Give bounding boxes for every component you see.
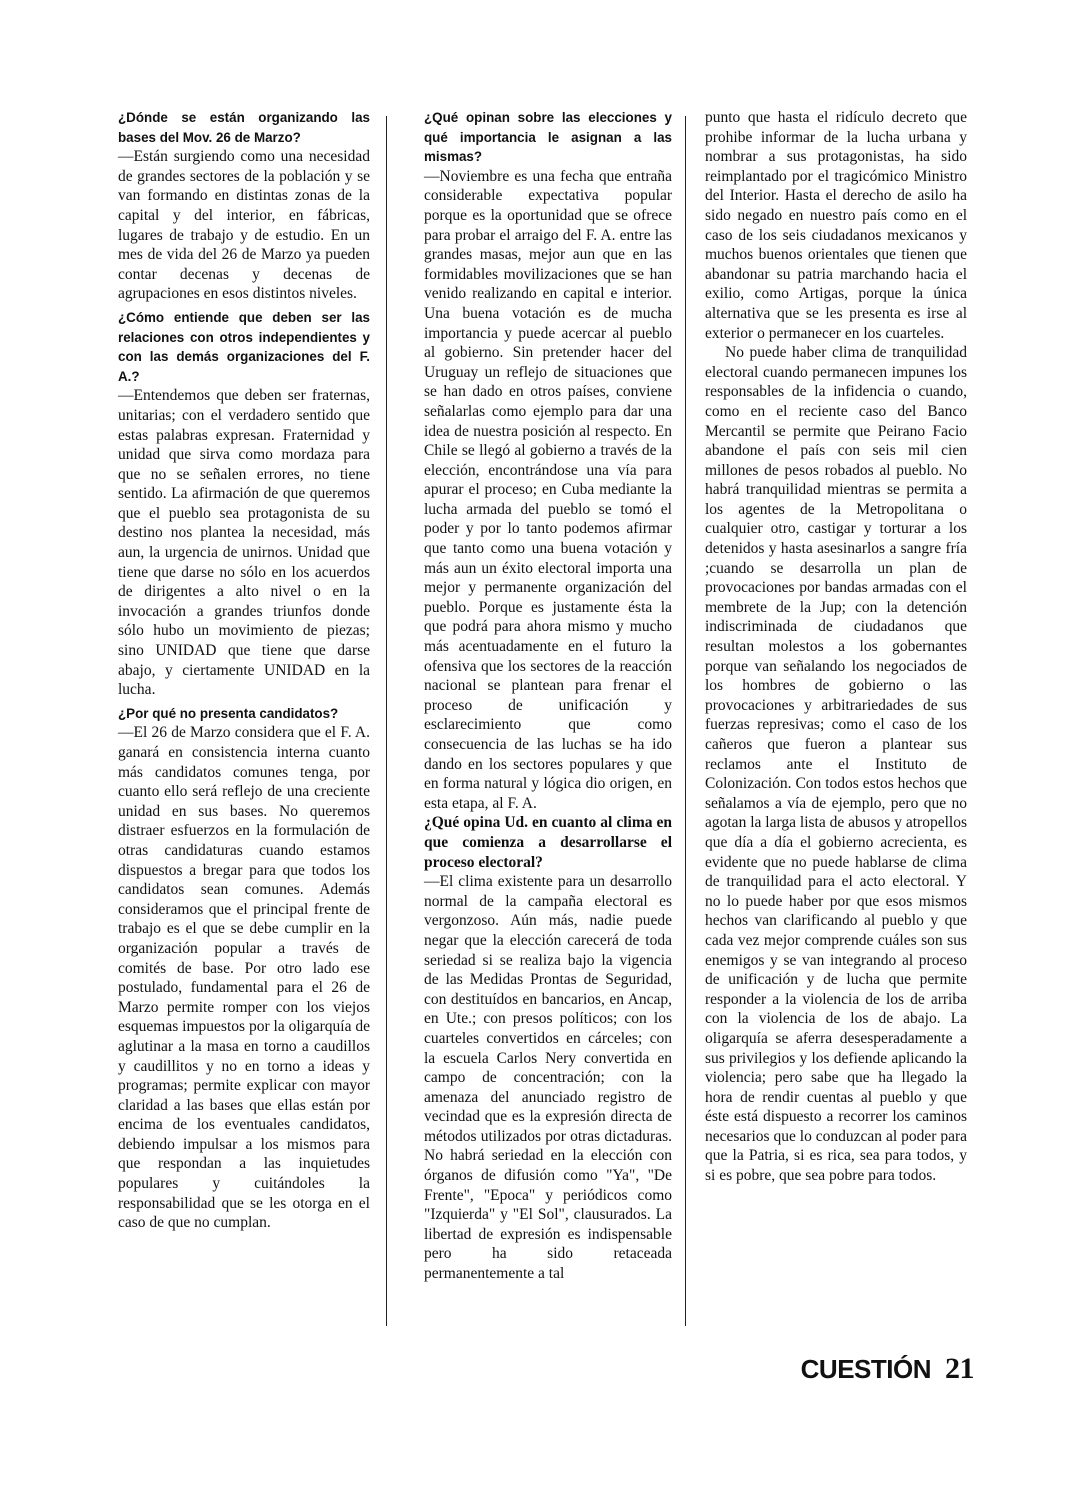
page-footer bbox=[801, 1352, 974, 1386]
answer-paragraph: —El clima existente para un desarrollo normal de la campaña electoral es vergonzoso. Aún más, nadie puede negar que la elección carecerá de toda seriedad si se realiza bajo la vigencia de las Medidas Prontas de Seguridad, con destituídos en bancarios, en Ancap, en Ute.; con presos políticos; con los cuarteles convertidos en cárceles; con la escuela Carlos Nery convertida en campo de concentración; con la amenaza del anunciado registro de vecindad que es la expresión directa de métodos utilizados por otras dictaduras. No habrá seriedad en la elección con órganos de difusión como "Ya", "De Frente", "Epoca" y periódicos como "Izquierda" y "El Sol", clausurados. La libertad de expresión es indispensable pero ha sido retaceada permanentemente a tal bbox=[424, 873, 672, 1283]
answer-paragraph: —Están surgiendo como una necesidad de grandes sectores de la población y se van formando en distintas zonas de la capital y del interior, en fábricas, lugares de trabajo y de estudio. En un mes de vida del 26 de Marzo ya pueden contar decenas y decenas de agrupaciones en esos distintos niveles. bbox=[118, 148, 370, 303]
answer-paragraph: punto que hasta el ridículo decreto que prohibe informar de la lucha urbana y nombrar a sus protagonistas, ha sido reimplantado por el tragicómico Ministro del Interior. Hasta el derecho de asilo ha sido negado en nuestro país como en el caso de los seis ciudadanos mexicanos y muchos buenos orientales que tienen que abandonar su patria marchando hacia el exilio, como Artigas, porque la única alternativa que se les presenta es irse al exterior o permanecer en los cuarteles. bbox=[705, 109, 967, 342]
magazine-name: CUESTIÓN bbox=[800, 1354, 931, 1384]
column-divider bbox=[386, 116, 387, 1326]
answer-paragraph: —Noviembre es una fecha que entraña considerable expectativa popular porque es la oportunidad que se ofrece para probar el arraigo del F. A. entre las grandes masas, mejor aun que en las formidables movilizaciones que se han venido realizando en capital e interior. Una buena votación es de mucha importancia y puede acercar al pueblo al gobierno. Sin pretender hacer del Uruguay un reflejo de situaciones que se han dado en otros países, conviene señalarlas como ejemplo para dar una idea de nuestra posición al respecto. En Chile se llegó al gobierno a través de la elección, encontrándose una vía para apurar el proceso; en Cuba mediante la lucha armada del pueblo se tomó el poder y por lo tanto podemos afirmar que tanto como una buena votación y más aun un éxito electoral importa una mejor y permanente organización del pueblo. Porque es justamente ésta la que podrá para ahora mismo y mucho más acentuadamente en el futuro la ofensiva que los sectores de la reacción nacional se plantean para frenar el proceso de unificación y esclarecimiento que como consecuencia de las luchas se ha ido dando en los sectores populares y que en forma natural y lógica dio origen, en esta etapa, al F. A. bbox=[424, 167, 672, 812]
answer-paragraph: —El 26 de Marzo considera que el F. A. ganará en consistencia interna cuanto más candidatos comunes tenga, por cuanto ello será reflejo de una creciente unidad en sus bases. No queremos distraer esfuerzos en la formulación de otras candidaturas cuando estamos dispuestos a bregar para que todos los candidatos sean comunes. Además consideramos que el principal frente de trabajo es el que se debe cumplir en la organización popular a través de comités de base. Por otro lado ese postulado, fundamental para el 26 de Marzo permite romper con los viejos esquemas impuestos por la oligarquía de aglutinar a la masa en torno a caudillos y caudillitos y no en torno a ideas y programas; permite explicar con mayor claridad a las bases que ellas están por encima de los eventuales candidatos, debiendo impulsar a los mismos para que respondan a las inquietudes populares y cuitándoles la responsabilidad que se les otorga en el caso de que no cumplan. bbox=[118, 724, 370, 1232]
text-column-1 bbox=[118, 108, 370, 1233]
answer-paragraph: —Entendemos que deben ser fraternas, unitarias; con el verdadero sentido que estas palabras expresan. Fraternidad y unidad que sirva como mordaza para que no se señalen errores, no tiene sentido. La afirmación de que queremos que el pueblo sea protagonista de su destino nos plantea la necesidad, más aun, la urgencia de unirnos. Unidad que tiene que darse no sólo en los acuerdos de dirigentes a alto nivel o en la invocación a grandes triunfos donde sólo hubo un movimiento de piezas; sino UNIDAD que tiene que darse abajo, y ciertamente UNIDAD en la lucha. bbox=[118, 387, 370, 699]
interview-question: ¿Por qué no presenta candidatos? bbox=[118, 705, 339, 721]
page-number: 21 bbox=[945, 1352, 974, 1385]
interview-question: ¿Qué opinan sobre las elecciones y qué importancia le asignan a las mismas? bbox=[424, 110, 672, 165]
interview-question: ¿Qué opina Ud. en cuanto al clima en que comienza a desarrollarse el proceso electoral? bbox=[424, 814, 672, 871]
text-column-2 bbox=[424, 108, 672, 1284]
text-column-3 bbox=[705, 108, 967, 1186]
answer-paragraph: No puede haber clima de tranquilidad electoral cuando permanecen impunes los responsables de la infidencia o cuando, como en el reciente caso del Banco Mercantil se permite que Peirano Facio abandone el país con seis mil cien millones de pesos robados al pueblo. No habrá tranquilidad mientras se permita a los agentes de la Metropolitana o cualquier otro, castigar y torturar a los detenidos y hasta asesinarlos a sangre fría ;cuando se desarrolla un plan de provocaciones por bandas armadas con el membrete de la Jup; con la detención indiscriminada de ciudadanos que resultan molestos a los gobernantes porque van señalando los negociados de los hombres de gobierno o las provocaciones y arbitrariedades de sus fuerzas represivas; como el caso de los cañeros que fueron a plantear sus reclamos ante el Instituto de Colonización. Con todos estos hechos que señalamos a vía de ejemplo, pero que no agotan la larga lista de abusos y atropellos que día a día el gobierno acrecienta, es evidente que no puede hablarse de clima de tranquilidad para el acto electoral. Y no lo puede haber por que esos mismos hechos van clarificando al pueblo y que cada vez mejor comprende cuáles son sus enemigos y se van integrando al proceso de unificación y de lucha que permite responder a la violencia de los de arriba con la violencia de los de abajo. La oligarquía se aferra desesperadamente a sus privilegios y los defiende aplicando la violencia; pero sabe que ha llegado la hora de rendir cuentas al pueblo y que éste está dispuesto a recorrer los caminos necesarios que lo conduzcan al poder para que la Patria, si es rica, sea para todos, y si es pobre, que sea pobre para todos. bbox=[705, 344, 967, 1185]
interview-question: ¿Dónde se están organizando las bases del Mov. 26 de Marzo? bbox=[118, 110, 370, 145]
column-divider bbox=[685, 116, 686, 1326]
interview-question: ¿Cómo entiende que deben ser las relaciones con otros independientes y con las demás organizaciones del F. A.? bbox=[118, 309, 370, 384]
